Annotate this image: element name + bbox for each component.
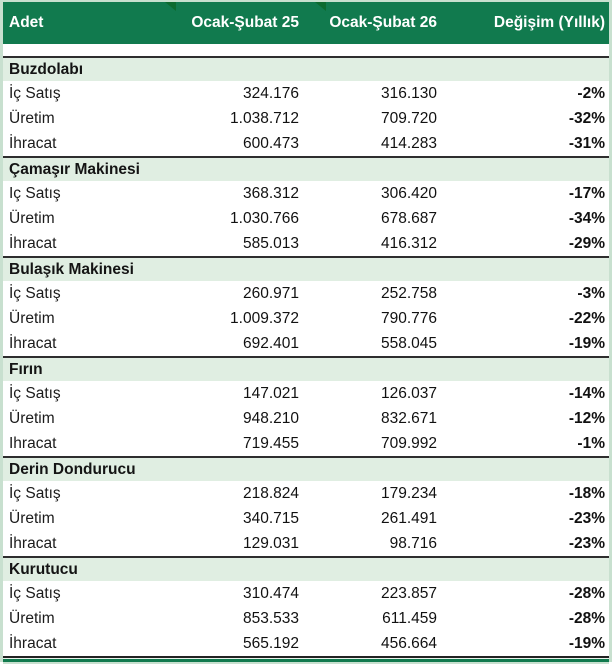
table-row	[3, 181, 609, 206]
change-value: -14%	[568, 384, 605, 402]
value-ocak-subat-25: 324.176	[242, 84, 299, 102]
table-row	[3, 281, 609, 306]
change-value: -23%	[568, 534, 605, 552]
value-ocak-subat-26: 709.720	[380, 109, 437, 127]
row-label: İhracat	[9, 234, 57, 252]
value-ocak-subat-25: 565.192	[242, 634, 299, 652]
table-row	[3, 331, 609, 356]
section-header: Derin Dondurucu	[3, 456, 609, 481]
table-row	[3, 406, 609, 431]
row-label: İç Satış	[9, 284, 61, 302]
value-ocak-subat-25: 600.473	[242, 134, 299, 152]
value-ocak-subat-25: 1.038.712	[230, 109, 299, 127]
value-ocak-subat-25: 1.030.766	[230, 209, 299, 227]
value-ocak-subat-25: 368.312	[242, 184, 299, 202]
table-row	[3, 306, 609, 331]
table-row	[3, 431, 609, 456]
row-label: İç Satış	[9, 584, 61, 602]
row-label: Üretim	[9, 509, 55, 527]
change-value: -19%	[568, 634, 605, 652]
row-label: İhracat	[9, 334, 57, 352]
change-value: -18%	[568, 484, 605, 502]
value-ocak-subat-26: 223.857	[380, 584, 437, 602]
change-value: -32%	[568, 109, 605, 127]
change-value: -19%	[568, 334, 605, 352]
value-ocak-subat-26: 98.716	[389, 534, 437, 552]
value-ocak-subat-26: 306.420	[380, 184, 437, 202]
value-ocak-subat-25: 1.009.372	[230, 309, 299, 327]
value-ocak-subat-26: 456.664	[380, 634, 437, 652]
value-ocak-subat-26: 416.312	[380, 234, 437, 252]
change-value: -23%	[568, 509, 605, 527]
value-ocak-subat-25: 948.210	[242, 409, 299, 427]
row-label: Üretim	[9, 309, 55, 327]
table-row	[3, 131, 609, 156]
value-ocak-subat-26: 414.283	[380, 134, 437, 152]
change-value: -31%	[568, 134, 605, 152]
row-label: İç Satış	[9, 84, 61, 102]
value-ocak-subat-26: 179.234	[380, 484, 437, 502]
value-ocak-subat-26: 709.992	[380, 434, 437, 452]
value-ocak-subat-25: 147.021	[242, 384, 299, 402]
value-ocak-subat-26: 316.130	[380, 84, 437, 102]
section-header: Kurutucu	[3, 556, 609, 581]
section-header: Çamaşır Makinesi	[3, 156, 609, 181]
value-ocak-subat-25: 260.971	[242, 284, 299, 302]
value-ocak-subat-25: 340.715	[242, 509, 299, 527]
row-label: İhracat	[9, 634, 57, 652]
change-value: -34%	[568, 209, 605, 227]
value-ocak-subat-26: 611.459	[382, 609, 437, 627]
value-ocak-subat-25: 719.455	[242, 434, 299, 452]
table-row	[3, 531, 609, 556]
column-header-ocak-subat-25: Ocak-Şubat 25	[191, 14, 299, 31]
table-row	[3, 106, 609, 131]
row-label: İç Satış	[9, 484, 61, 502]
change-value: -28%	[568, 584, 605, 602]
value-ocak-subat-26: 790.776	[380, 309, 437, 327]
row-label: Üretim	[9, 209, 55, 227]
column-header-ocak-subat-26: Ocak-Şubat 26	[329, 14, 437, 31]
change-value: -3%	[577, 284, 605, 302]
value-ocak-subat-26: 252.758	[380, 284, 437, 302]
value-ocak-subat-26: 678.687	[380, 209, 437, 227]
row-label: İç Satış	[9, 384, 61, 402]
value-ocak-subat-26: 558.045	[380, 334, 437, 352]
change-value: -28%	[568, 609, 605, 627]
value-ocak-subat-25: 692.401	[242, 334, 299, 352]
row-label: Üretim	[9, 109, 55, 127]
row-label: İhracat	[9, 534, 57, 552]
section-header: Fırın	[3, 356, 609, 381]
section-header: Buzdolabı	[3, 56, 609, 81]
table-body	[3, 56, 609, 656]
table-row	[3, 381, 609, 406]
column-header-adet: Adet	[9, 14, 44, 31]
value-ocak-subat-25: 129.031	[242, 534, 299, 552]
table-header-row	[3, 2, 609, 44]
value-ocak-subat-26: 261.491	[380, 509, 437, 527]
table-row	[3, 206, 609, 231]
value-ocak-subat-25: 218.824	[242, 484, 299, 502]
table-row	[3, 606, 609, 631]
table-row	[3, 581, 609, 606]
table-row	[3, 506, 609, 531]
row-label: Üretim	[9, 609, 55, 627]
table-row	[3, 481, 609, 506]
value-ocak-subat-26: 832.671	[380, 409, 437, 427]
cell-corner-triangle-icon	[165, 2, 176, 11]
value-ocak-subat-25: 310.474	[242, 584, 299, 602]
row-label: Iç Satış	[9, 184, 61, 202]
row-label: Üretim	[9, 409, 55, 427]
change-value: -22%	[568, 309, 605, 327]
change-value: -17%	[568, 184, 605, 202]
table-row	[3, 231, 609, 256]
header-gap	[3, 44, 609, 56]
change-value: -12%	[568, 409, 605, 427]
change-value: -1%	[577, 434, 605, 452]
row-label: Ihracat	[9, 434, 57, 452]
section-header: Bulaşık Makinesi	[3, 256, 609, 281]
cell-corner-triangle-icon	[315, 2, 326, 11]
table-row	[3, 81, 609, 106]
value-ocak-subat-26: 126.037	[380, 384, 437, 402]
change-value: -29%	[568, 234, 605, 252]
column-header-degisim-yillik: Değişim (Yıllık)	[493, 14, 605, 31]
change-value: -2%	[577, 84, 605, 102]
value-ocak-subat-25: 585.013	[242, 234, 299, 252]
value-ocak-subat-25: 853.533	[242, 609, 299, 627]
row-label: İhracat	[9, 134, 57, 152]
table-row	[3, 631, 609, 656]
